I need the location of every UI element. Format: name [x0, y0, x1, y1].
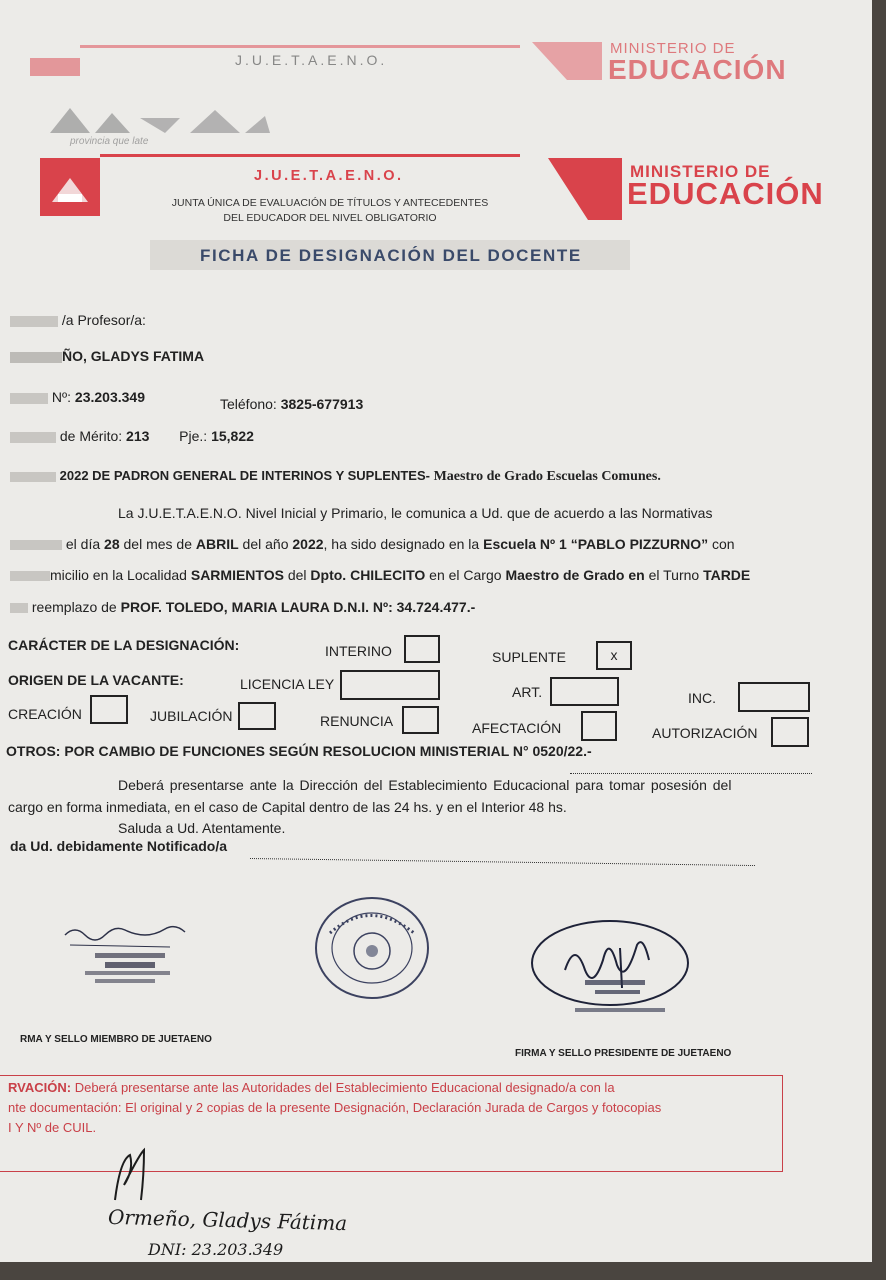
teacher-name: ÑO, GLADYS FATIMA: [62, 348, 205, 364]
ministry-logo-shape: [548, 158, 622, 222]
ghost-educacion: EDUCACIÓN: [608, 54, 787, 85]
dni-row: [10, 389, 145, 405]
member-signature-stamp: [55, 905, 195, 995]
body-text: , ha sido designado en la: [323, 536, 480, 552]
interino-label: INTERINO: [325, 643, 392, 659]
designation-year: 2022: [292, 536, 324, 552]
juetaeno-logo-mark: [40, 158, 100, 216]
padron-text: 2022 DE PADRON GENERAL DE INTERINOS Y SUPLENTES-: [59, 468, 430, 483]
autorizacion-label: AUTORIZACIÓN: [652, 725, 758, 741]
designation-month: ABRIL: [195, 536, 239, 552]
president-signature-caption: FIRMA Y SELLO PRESIDENTE DE JUETAENO: [515, 1048, 732, 1059]
closing-line-3: Saluda a Ud. Atentamente.: [118, 820, 286, 836]
merit-label: de Mérito:: [59, 428, 123, 444]
phone-value: 3825-677913: [280, 396, 364, 412]
profesor-label: /a Profesor/a:: [61, 312, 146, 328]
body-text: micilio en la Localidad: [50, 567, 187, 583]
observation-label: RVACIÓN:: [8, 1080, 72, 1095]
afectacion-label: AFECTACIÓN: [472, 720, 562, 736]
ministerio-de: MINISTERIO DE: [630, 162, 771, 181]
licencia-ley-field[interactable]: [340, 670, 440, 700]
handwritten-name: Ormeño, Gladys Fátima: [107, 1204, 348, 1236]
replaced-teacher: PROF. TOLEDO, MARIA LAURA D.N.I. Nº: 34.724.477.-: [120, 599, 476, 615]
suplente-checkbox[interactable]: x: [596, 641, 632, 670]
ghost-logo-shapes: [40, 98, 270, 138]
creacion-checkbox[interactable]: [90, 695, 128, 724]
otros-line: OTROS: POR CAMBIO DE FUNCIONES SEGÚN RESOLUCION MINISTERIAL N° 0520/22.-: [6, 743, 592, 759]
licencia-label: LICENCIA LEY: [240, 676, 335, 692]
art-field[interactable]: [550, 677, 619, 706]
body-text: el día: [65, 536, 101, 552]
redacted-block: [10, 540, 62, 550]
observation-text: [8, 1078, 778, 1138]
body-text: con: [712, 536, 735, 552]
inc-label: INC.: [688, 690, 716, 706]
observation-line-1: [8, 1078, 778, 1098]
body-text: del año: [242, 536, 289, 552]
phone-row: [220, 396, 363, 412]
autorizacion-checkbox[interactable]: [771, 717, 809, 747]
ghost-red-rule: [80, 45, 520, 48]
designation-day: 28: [104, 536, 120, 552]
body-line-3: [10, 567, 750, 583]
org-fullname-line1: JUNTA ÚNICA DE EVALUACIÓN DE TÍTULOS Y ANTECEDENTES: [171, 197, 489, 209]
dni-label: Nº:: [51, 389, 72, 405]
body-text: en el Cargo: [429, 567, 502, 583]
creacion-label: CREACIÓN: [8, 706, 82, 722]
observation-body: Deberá presentarse ante las Autoridades del Establecimiento Educacional designado/a con la: [74, 1080, 615, 1095]
suplente-label: SUPLENTE: [492, 649, 566, 665]
department: Dpto. CHILECITO: [310, 567, 426, 583]
jubilacion-checkbox[interactable]: [238, 702, 276, 730]
renuncia-checkbox[interactable]: [402, 706, 439, 734]
president-signature-stamp: [530, 908, 690, 1028]
document-title: FICHA DE DESIGNACIÓN DEL DOCENTE: [200, 246, 582, 265]
caracter-label: CARÁCTER DE LA DESIGNACIÓN:: [8, 637, 240, 653]
otros-dotted-line: [570, 773, 812, 774]
org-fullname-line2: DEL EDUCADOR DEL NIVEL OBLIGATORIO: [223, 212, 437, 224]
padron-cargo: Maestro de Grado Escuelas Comunes.: [433, 469, 661, 484]
redacted-block: [10, 432, 56, 443]
redacted-block: [10, 571, 50, 581]
ghost-ministry-shape: [532, 42, 602, 82]
renuncia-label: RENUNCIA: [320, 713, 394, 729]
member-signature-caption: RMA Y SELLO MIEMBRO DE JUETAENO: [20, 1034, 212, 1045]
cargo: Maestro de Grado en: [505, 567, 645, 583]
ghost-letterhead: [0, 30, 872, 155]
phone-label: Teléfono:: [220, 396, 277, 412]
turno: TARDE: [703, 567, 751, 583]
notified-label: da Ud. debidamente Notificado/a: [10, 838, 228, 854]
inc-field[interactable]: [738, 682, 810, 712]
observation-line-3: I Y Nº de CUIL.: [8, 1120, 97, 1135]
redacted-block: [10, 603, 28, 613]
notified-dotted-line: [250, 858, 755, 866]
body-text: el Turno: [648, 567, 700, 583]
header-red-rule: [100, 154, 520, 157]
school-name: Escuela Nº 1 “PABLO PIZZURNO”: [483, 536, 709, 552]
teacher-name-row: [10, 348, 204, 364]
redacted-block: [10, 472, 56, 482]
juetaeno-logo: [40, 158, 100, 216]
merit-row: [10, 428, 254, 444]
ghost-ministerio-de: MINISTERIO DE: [610, 40, 736, 57]
body-line-4: [10, 599, 475, 615]
ghost-tagline: provincia que late: [70, 136, 149, 147]
score-label: Pje.:: [179, 428, 208, 444]
art-label: ART.: [512, 684, 543, 700]
redacted-block: [10, 316, 58, 327]
padron-row: [10, 468, 710, 485]
educacion-wordmark: EDUCACIÓN: [627, 176, 824, 211]
body-text: del mes de: [123, 536, 192, 552]
profesor-label-row: [10, 312, 160, 328]
afectacion-checkbox[interactable]: [581, 711, 617, 741]
origen-label: ORIGEN DE LA VACANTE:: [8, 672, 184, 688]
ghost-logo-block: [30, 58, 80, 76]
redacted-block: [10, 393, 48, 404]
score-value: 15,822: [211, 428, 254, 444]
body-text: reemplazo de: [31, 599, 117, 615]
org-acronym: J.U.E.T.A.E.N.O.: [254, 168, 404, 184]
body-text: del: [287, 567, 307, 583]
official-seal: [310, 893, 435, 1003]
handwritten-initial-signature: [95, 1140, 165, 1210]
merit-value: 213: [126, 428, 150, 444]
body-line-1: La J.U.E.T.A.E.N.O. Nivel Inicial y Primario, le comunica a Ud. que de acuerdo a las Normativas: [118, 505, 713, 521]
ghost-juetaeno-title: J.U.E.T.A.E.N.O.: [235, 52, 388, 68]
body-line-2: [10, 536, 735, 552]
locality: SARMIENTOS: [190, 567, 284, 583]
observation-line-2: nte documentación: El original y 2 copias de la presente Designación, Declaración Jurada de Cargos y fotocopias: [8, 1100, 662, 1115]
closing-line-1: Deberá presentarse ante la Dirección del Establecimiento Educacional para tomar posesión del: [118, 777, 732, 793]
dni-value: 23.203.349: [74, 389, 145, 405]
interino-checkbox[interactable]: [404, 635, 440, 663]
handwritten-dni: DNI: 23.203.349: [148, 1240, 284, 1259]
redacted-block: [10, 352, 62, 363]
org-fullname: [150, 196, 510, 226]
closing-line-2: cargo en forma inmediata, en el caso de Capital dentro de las 24 hs. y en el Interior 48 hs.: [8, 799, 567, 815]
jubilacion-label: JUBILACIÓN: [150, 708, 233, 724]
